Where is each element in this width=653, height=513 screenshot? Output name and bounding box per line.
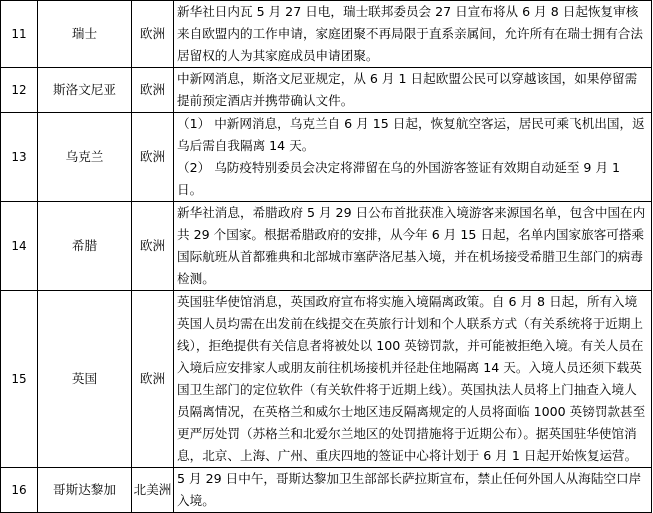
table-row [1,468,652,513]
policy-paragraph: 新华社日内瓦 5 月 27 日电，瑞士联邦委员会 27 日宣布将从 6 月 8 日起恢复审核来自欧盟内的工作申请，家庭团聚不再局限于直系亲属间，允许所有在瑞士拥有合法居留权的人为其家庭成员申请团聚。 [177,4,643,63]
region-name: 欧洲 [132,113,174,202]
country-name: 瑞士 [38,1,132,68]
policy-content [174,291,652,468]
policy-paragraph: （2） 乌防疫特别委员会决定将滞留在乌的外国游客签证有效期自动延至 9 月 1 日。 [177,160,621,197]
region-name: 欧洲 [132,291,174,468]
row-number: 16 [1,468,38,513]
table-row [1,291,652,468]
row-number: 13 [1,113,38,202]
country-name: 英国 [38,291,132,468]
country-name: 乌克兰 [38,113,132,202]
policy-paragraph: 5 月 29 日中午，哥斯达黎加卫生部部长萨拉斯宣布，禁止任何外国人从海陆空口岸入境。 [177,471,642,508]
policy-paragraph: 新华社消息，希腊政府 5 月 29 日公布首批获准入境游客来源国名单，包含中国在内共 29 个国家。根据希腊政府的安排，从今年 6 月 15 日起，名单内国家旅客可搭乘国际航班从首都雅典和北部城市塞萨洛尼基入境，并在机场接受希腊卫生部门的病毒检测。 [177,205,646,286]
table-row [1,113,652,202]
row-number: 15 [1,291,38,468]
policy-content [174,468,652,513]
region-name: 欧洲 [132,202,174,291]
region-name: 欧洲 [132,1,174,68]
policy-paragraph: （1） 中新网消息，乌克兰自 6 月 15 日起，恢复航空客运，居民可乘飞机出国，返乌后需自我隔离 14 天。 [177,116,645,153]
policy-content [174,68,652,113]
policy-paragraph: 中新网消息，斯洛文尼亚规定，从 6 月 1 日起欧盟公民可以穿越该国，如果停留需提前预定酒店并携带确认文件。 [177,71,638,108]
table-row [1,68,652,113]
country-name: 希腊 [38,202,132,291]
policy-content [174,1,652,68]
country-name: 斯洛文尼亚 [38,68,132,113]
row-number: 14 [1,202,38,291]
region-name: 北美洲 [132,468,174,513]
policy-paragraph: 英国驻华使馆消息，英国政府宣布将实施入境隔离政策。自 6 月 8 日起，所有入境英国人员均需在出发前在线提交在英旅行计划和个人联系方式（有关系统将于近期上线），拒绝提供有关信息者将被处以 100 英镑罚款，并可能被拒绝入境。有关人员在入境后应安排家人或朋友前往机场接机并径赴住地隔离 14 天。入境人员还须下载英国卫生部门的定位软件（有关软件将于近期上线）。英国执法人员将上门抽查入境人员隔离情况，在英格兰和威尔士地区违反隔离规定的人员将面临 1000 英镑罚款甚至更严厉处罚（苏格兰和北爱尔兰地区的处罚措施将于近期公布）。据英国驻华使馆消息，北京、上海、广州、重庆四地的签证中心将计划于 6 月 1 日起开始恢复运营。 [177,294,646,463]
row-number: 12 [1,68,38,113]
policy-content [174,202,652,291]
row-number: 11 [1,1,38,68]
table-row [1,1,652,68]
table-row [1,202,652,291]
policy-content [174,113,652,202]
region-name: 欧洲 [132,68,174,113]
country-name: 哥斯达黎加 [38,468,132,513]
